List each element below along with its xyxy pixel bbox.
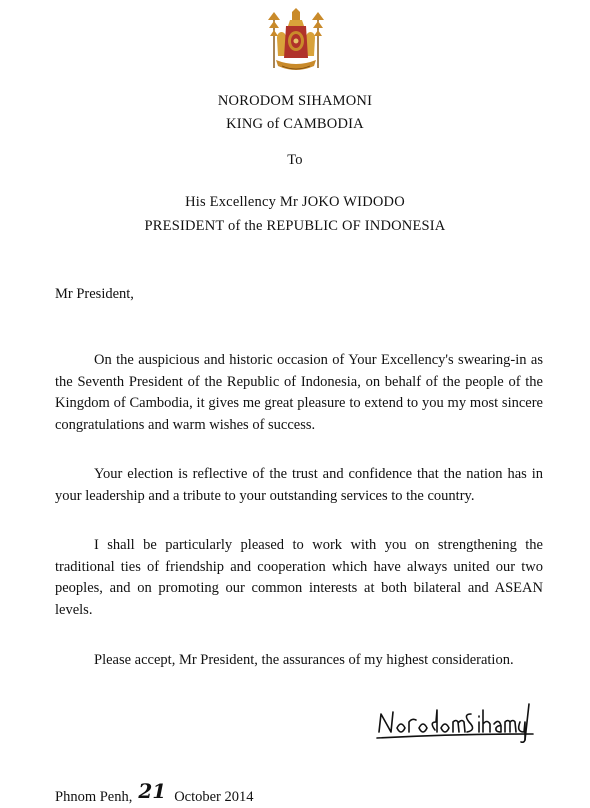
paragraph-election: Your election is reflective of the trust and confidence that the nation has in your leadership and a tribute to your outstanding services to the country. [55, 466, 543, 504]
place: Phnom Penh, [55, 789, 133, 805]
paragraph-closing-courtesy: Please accept, Mr President, the assurances of my highest consideration. [94, 652, 514, 668]
sender-title: KING of CAMBODIA [226, 116, 364, 132]
recipient-title: PRESIDENT of the REPUBLIC OF INDONESIA [144, 218, 446, 234]
place-and-date [55, 779, 254, 806]
to-label: To [287, 152, 303, 168]
sender-name: NORODOM SIHAMONI [217, 93, 373, 109]
royal-arms-icon [262, 8, 330, 76]
date-month-year: October 2014 [174, 789, 254, 805]
signature [375, 700, 535, 744]
salutation: Mr President, [55, 286, 134, 302]
recipient-name: His Excellency Mr JOKO WIDODO [185, 194, 405, 210]
paragraph-cooperation: I shall be particularly pleased to work with you on strengthening the traditional ties of friendship and cooperation which have always united our two peoples, and on promoting our common interests at both bilateral and ASEAN levels. [55, 537, 543, 618]
paragraph-occasion: On the auspicious and historic occasion of Your Excellency's swearing-in as the Seventh President of the Republic of Indonesia, on behalf of the people of the Kingdom of Cambodia, it gives me great pleasure to extend to you my most sincere congratulations and warm wishes of success. [55, 352, 543, 433]
date-day: 21 [138, 779, 167, 803]
